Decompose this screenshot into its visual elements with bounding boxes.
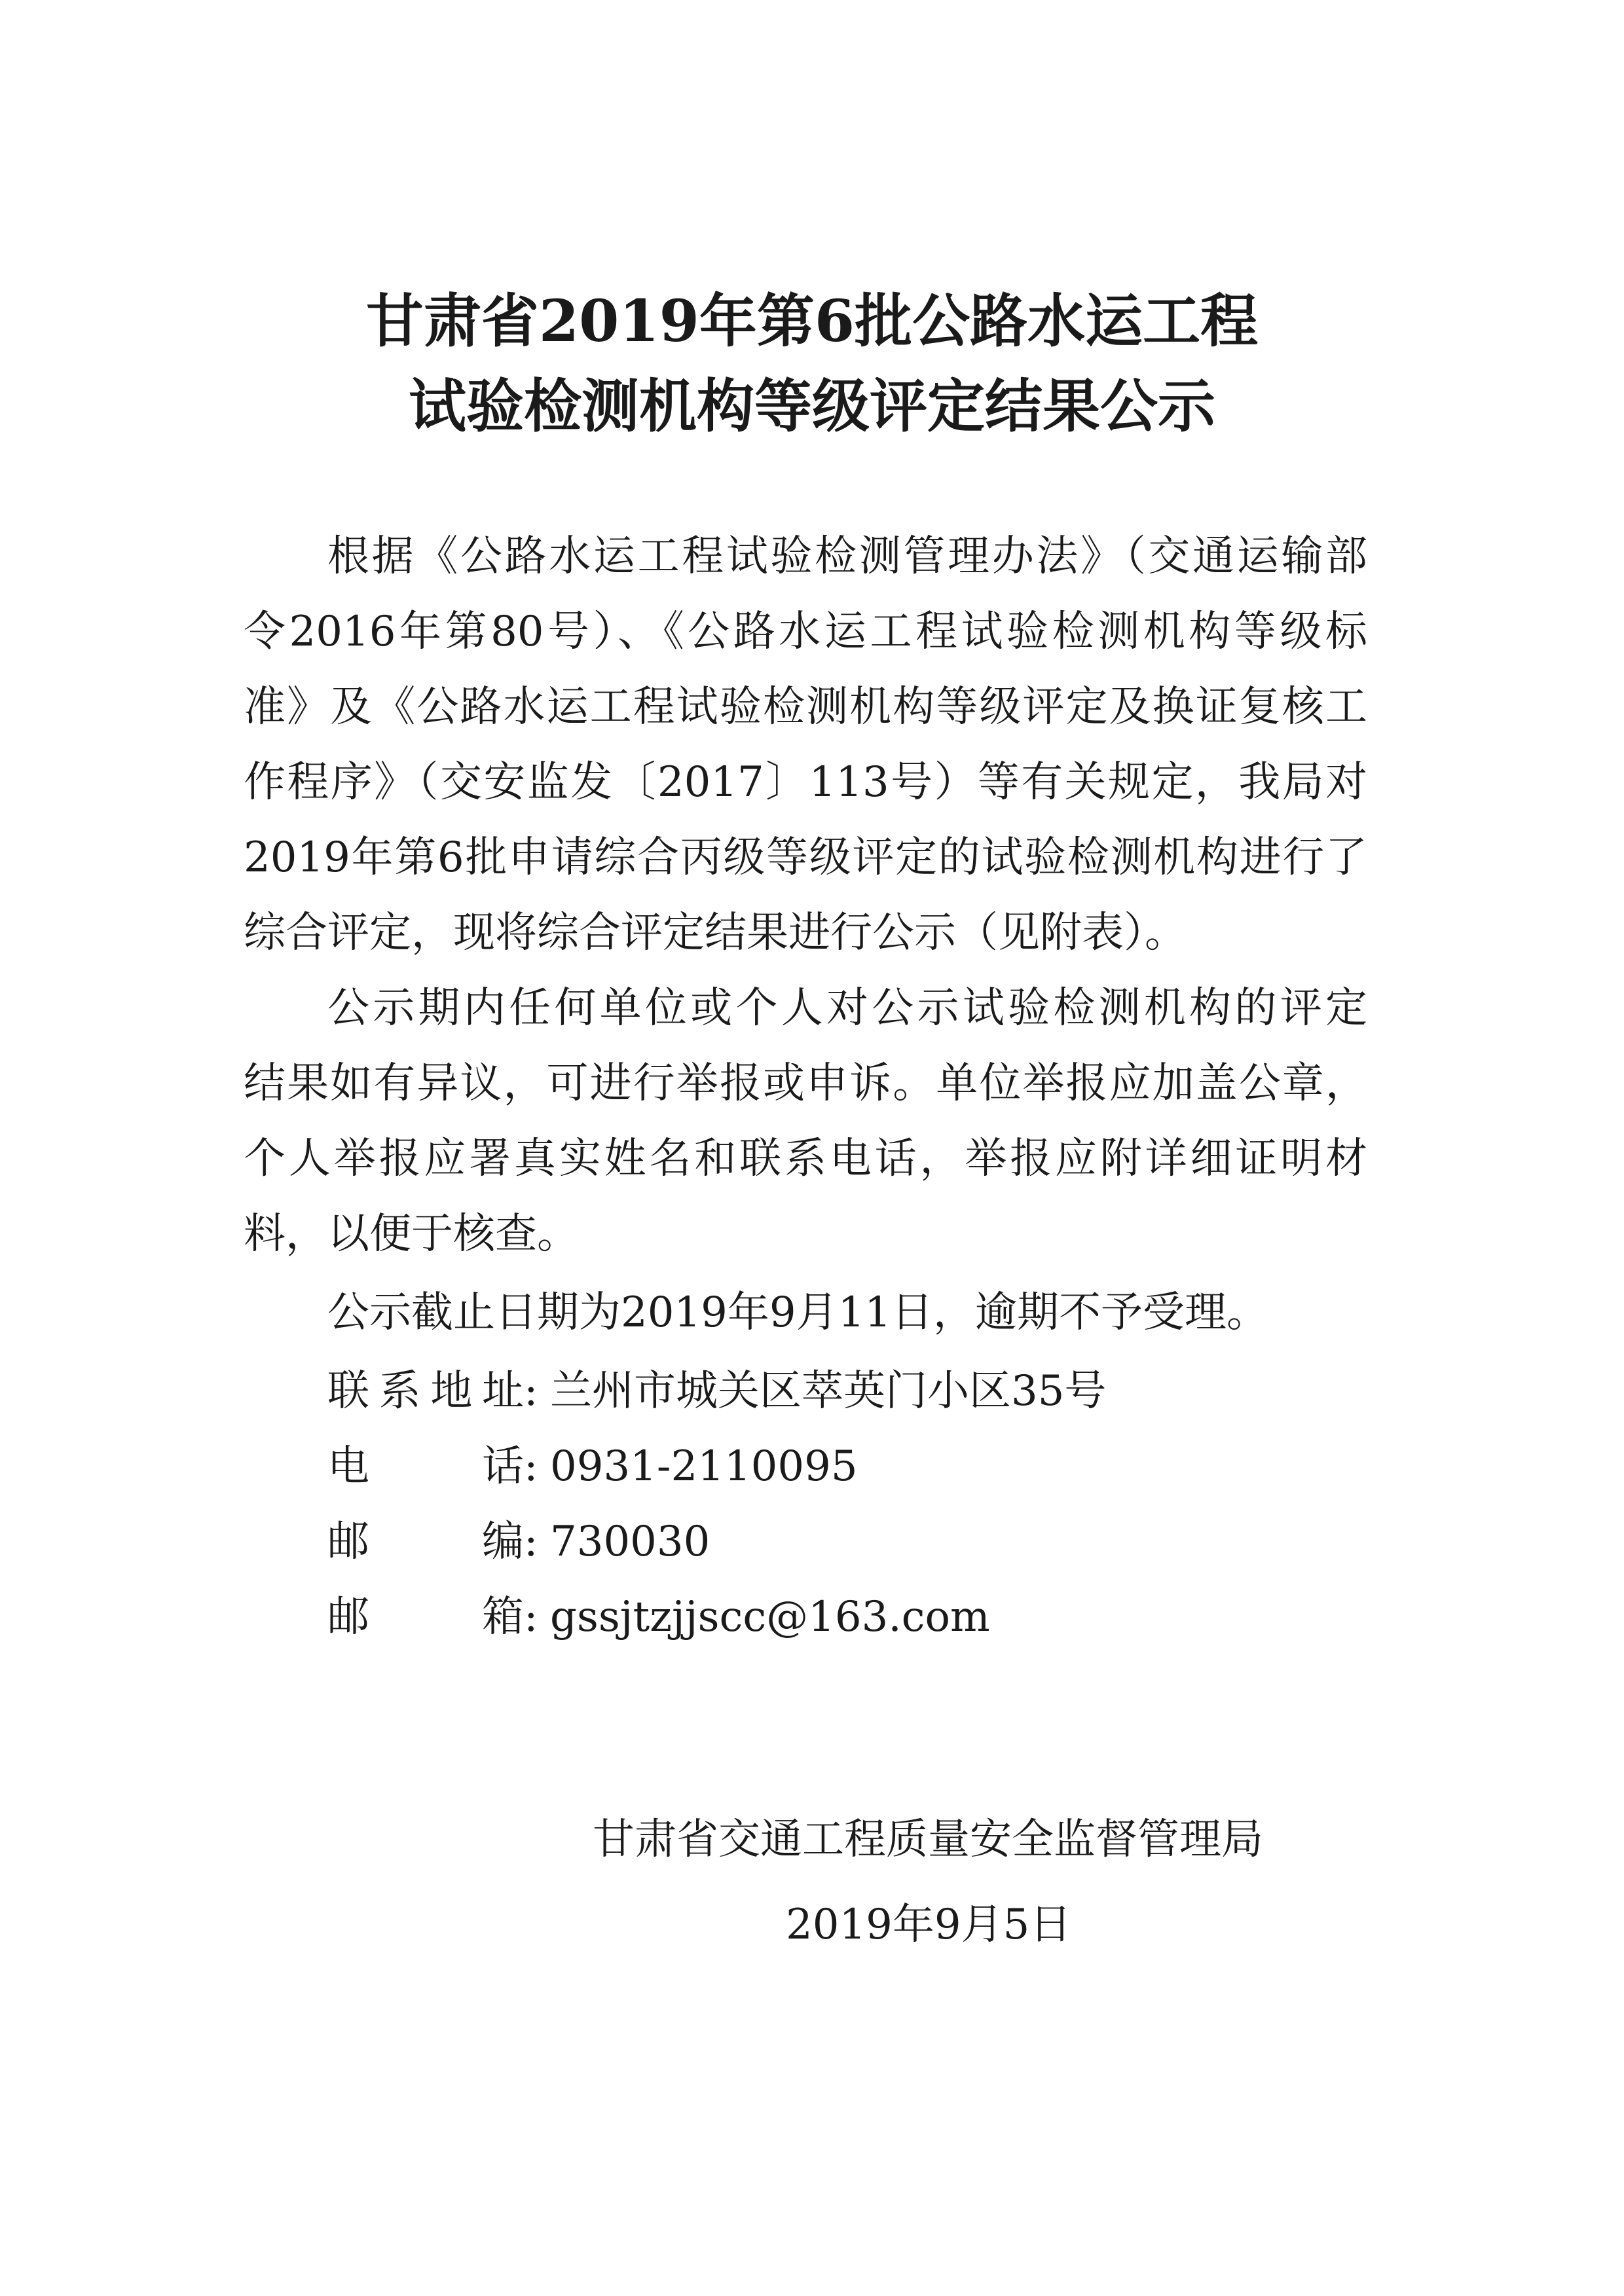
paragraph-1-line-1: 根据《公路水运工程试验检测管理办法》（交通运输部 — [327, 532, 1367, 581]
contact-email-row — [327, 1591, 990, 1643]
paragraph-1-line-2: 令2016年第80号）、《公路水运工程试验检测机构等级标 — [244, 608, 1367, 656]
contact-postcode-row — [327, 1516, 710, 1568]
paragraph-2-line-2: 结果如有异议，可进行举报或申诉。单位举报应加盖公章， — [244, 1059, 1367, 1108]
signature-date: 2019年9月5日 — [786, 1901, 1072, 1949]
contact-email-label: 邮箱 — [327, 1593, 524, 1641]
colon: : — [524, 1593, 538, 1641]
contact-phone-label: 电话 — [327, 1442, 524, 1491]
colon: : — [524, 1442, 538, 1491]
contact-phone-row — [327, 1440, 858, 1493]
deadline-text: 公示截止日期为2019年9月11日，逾期不予受理。 — [327, 1288, 1269, 1337]
title-line-1: 甘肃省2019年第6批公路水运工程 — [365, 287, 1259, 355]
paragraph-1-line-4: 作程序》（交安监发〔2017〕113号）等有关规定，我局对 — [244, 758, 1367, 807]
contact-email-value: gssjtzjjscc@163.com — [550, 1593, 990, 1641]
contact-postcode-label: 邮编 — [327, 1518, 524, 1566]
contact-address-label: 联系地址 — [327, 1367, 524, 1415]
contact-address-row — [327, 1365, 1106, 1417]
paragraph-1-line-5: 2019年第6批申请综合丙级等级评定的试验检测机构进行了 — [244, 833, 1367, 882]
signature-organization: 甘肃省交通工程质量安全监督管理局 — [593, 1815, 1263, 1864]
paragraph-1-line-6: 综合评定，现将综合评定结果进行公示（见附表）。 — [244, 909, 1187, 957]
paragraph-2-line-4: 料，以便于核查。 — [244, 1210, 579, 1258]
contact-postcode-value: 730030 — [550, 1518, 710, 1566]
contact-phone-value: 0931-2110095 — [550, 1442, 858, 1491]
colon: : — [524, 1518, 538, 1566]
paragraph-2-line-3: 个人举报应署真实姓名和联系电话，举报应附详细证明材 — [244, 1135, 1367, 1183]
colon: : — [524, 1367, 538, 1415]
paragraph-2-line-1: 公示期内任何单位或个人对公示试验检测机构的评定 — [327, 984, 1367, 1032]
paragraph-1-line-3: 准》及《公路水运工程试验检测机构等级评定及换证复核工 — [244, 683, 1367, 731]
title-line-2: 试验检测机构等级评定结果公示 — [408, 372, 1215, 440]
contact-address-value: 兰州市城关区萃英门小区35号 — [550, 1367, 1107, 1415]
